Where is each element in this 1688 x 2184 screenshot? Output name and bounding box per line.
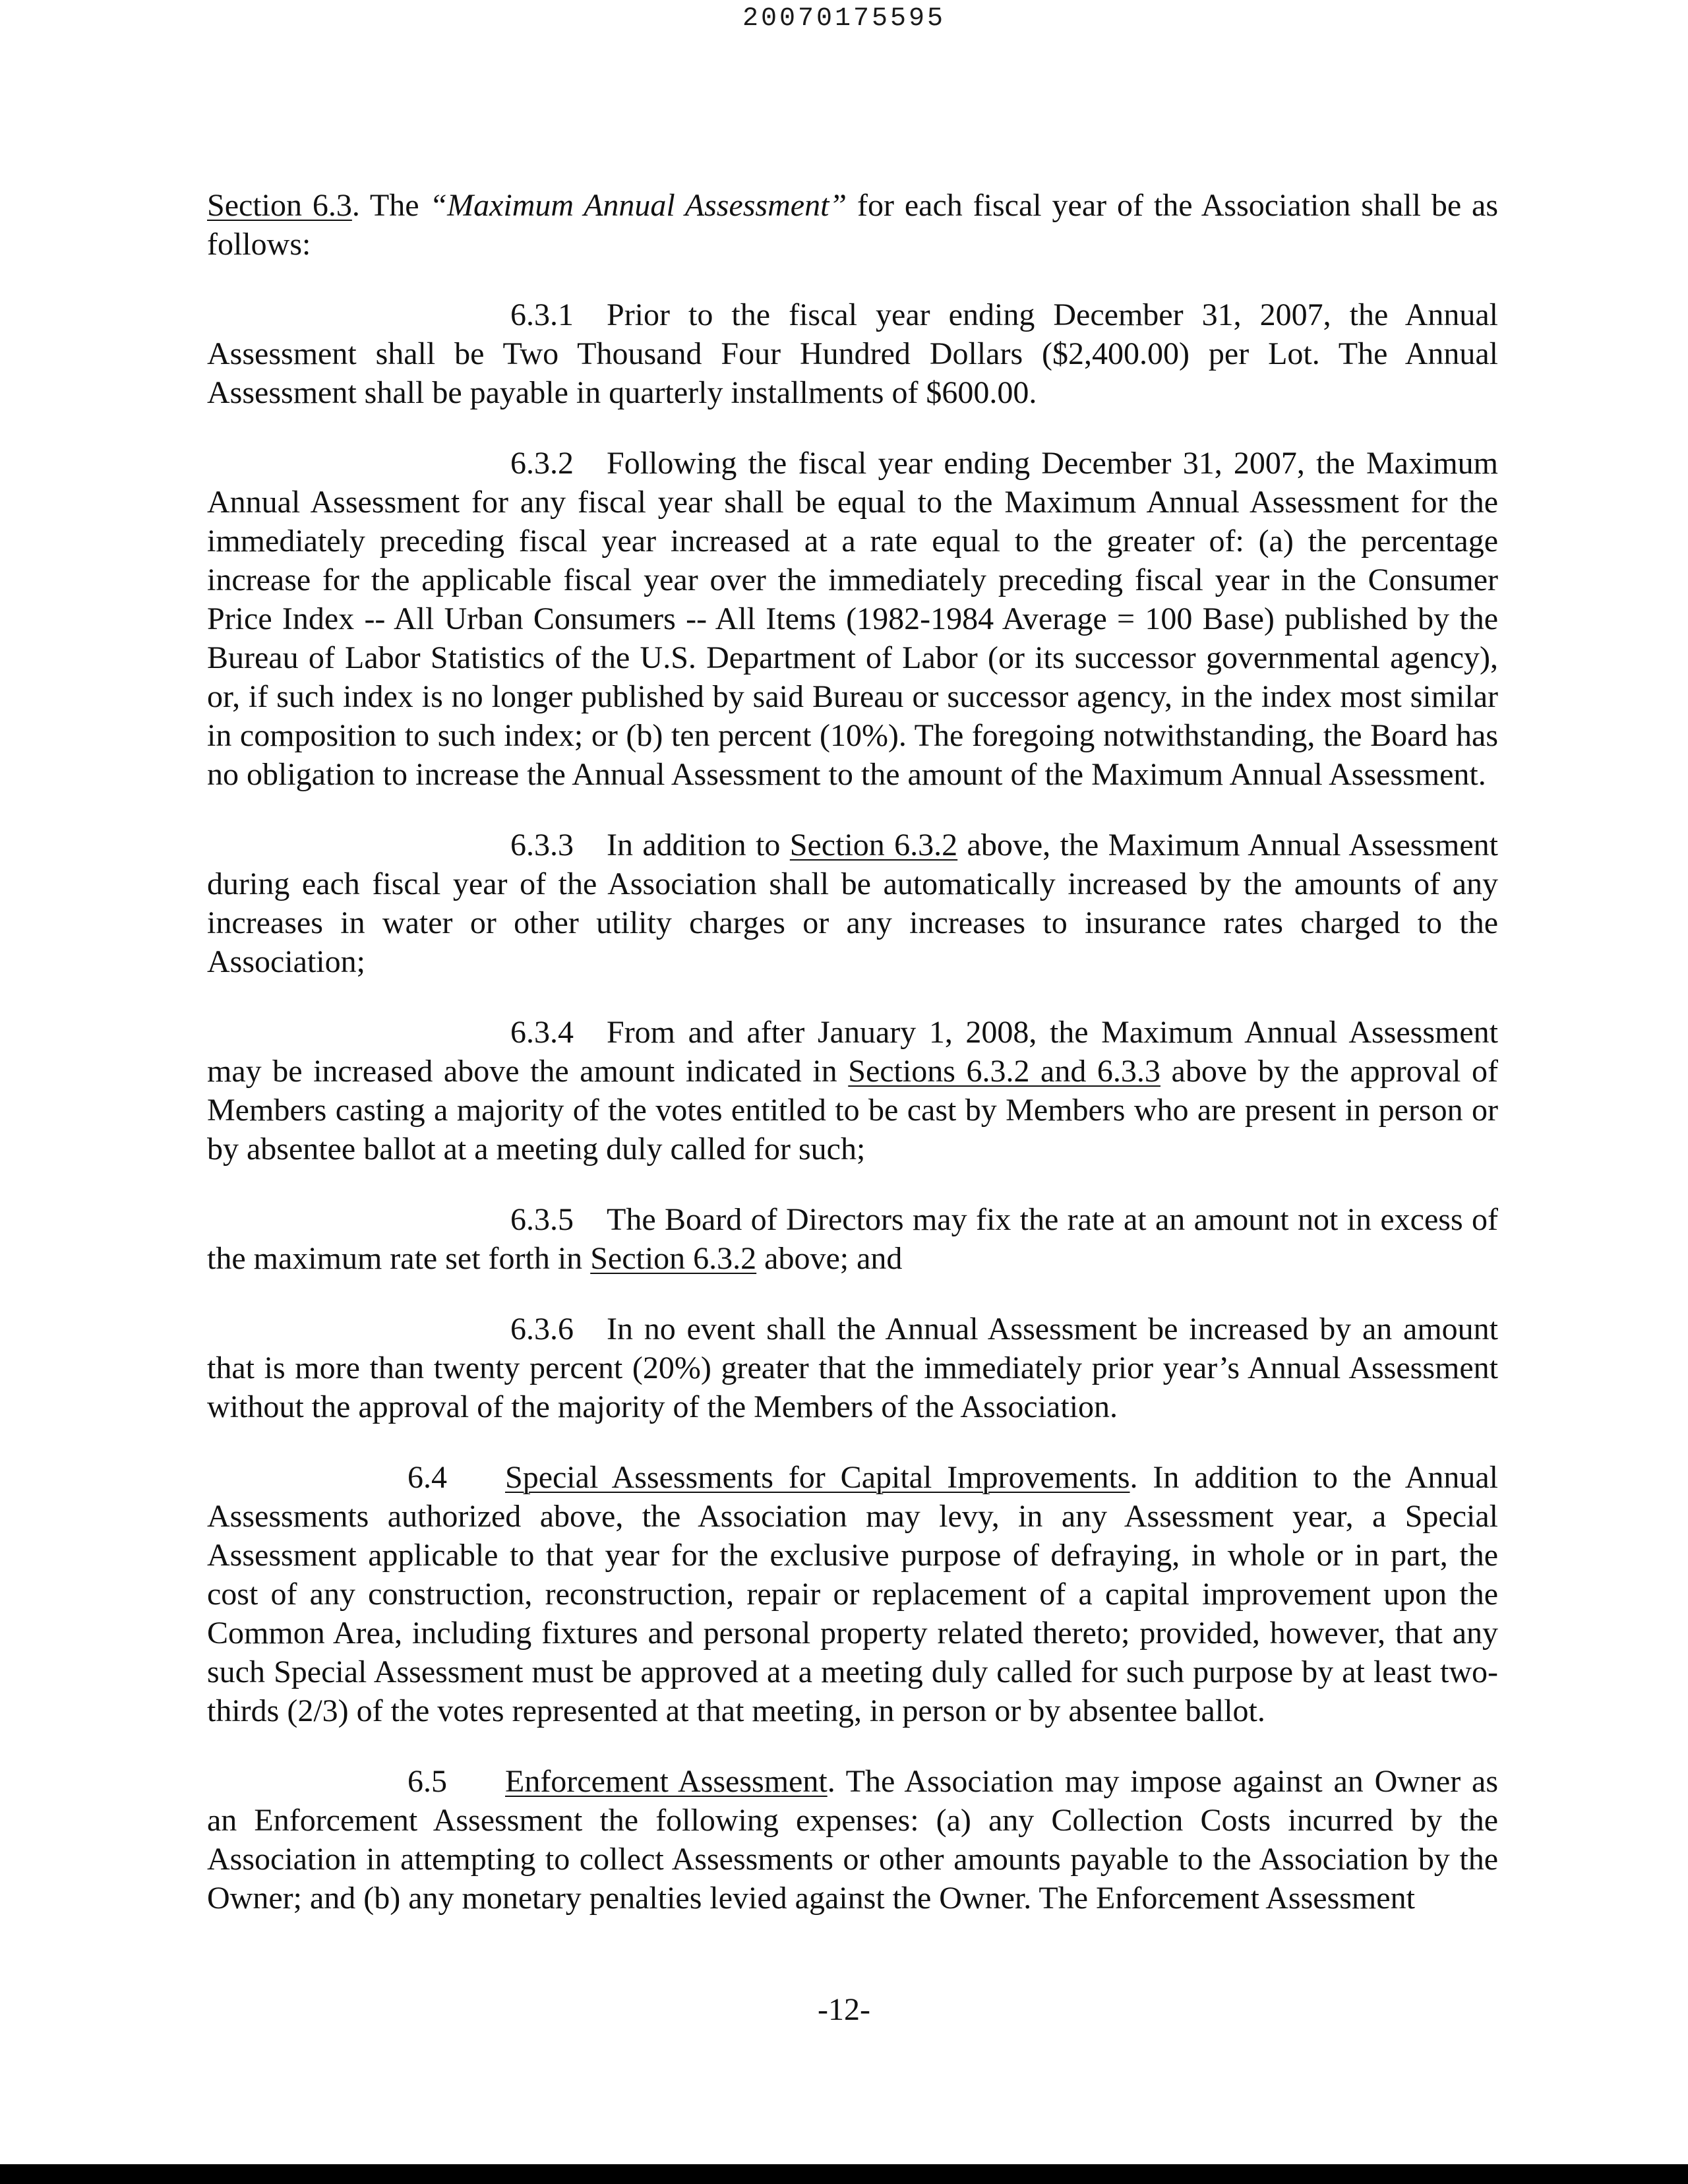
sections-ref: Sections 6.3.2 and 6.3.3 — [848, 1054, 1160, 1089]
section-heading: Special Assessments for Capital Improvements — [505, 1460, 1130, 1495]
section-6-3-1 — [207, 295, 1498, 412]
section-text-1: The Board of Directors may fix the rate at an amount not in excess of the maximum rate set forth in — [207, 1202, 1498, 1276]
scan-edge-bar — [0, 2164, 1688, 2184]
section-text-2: above, the Maximum Annual Assessment during each fiscal year of the Association shall be automatically increased by the amounts of any increases in water or other utility charges or any increases to insurance rates charged to the Association; — [207, 828, 1499, 979]
maximum-annual-assessment-term: “Maximum Annual Assessment” — [429, 188, 847, 223]
section-number: 6.5 — [407, 1764, 447, 1799]
section-6-3-3 — [207, 826, 1498, 981]
section-6-3-intro — [207, 186, 1498, 264]
section-6-3-4 — [207, 1013, 1498, 1168]
section-number: 6.3.3 — [510, 828, 574, 863]
section-number: 6.3.4 — [510, 1015, 574, 1050]
section-6-3-ref: Section 6.3 — [207, 188, 352, 223]
section-number: 6.3.2 — [510, 446, 574, 481]
section-6-4 — [207, 1458, 1498, 1730]
section-6-3-6 — [207, 1310, 1498, 1426]
section-6-3-2-ref: Section 6.3.2 — [789, 828, 958, 863]
section-heading: Enforcement Assessment — [505, 1764, 828, 1799]
section-text: Following the fiscal year ending December 31, 2007, the Maximum Annual Assessment for any fiscal year shall be equal to the Maximum Annual Assessment for the immediately preceding fiscal year increased at a rate equal to the greater of: (a) the percentage increase for the applicable fiscal year over the immediately preceding fiscal year in the Consumer Price Index -- All Urban Consumers -- All Items (1982-1984 Average = 100 Base) published by the Bureau of Labor Statistics of the U.S. Department of Labor (or its successor governmental agency), or, if such index is no longer published by said Bureau or successor agency, in the index most similar in composition to such index; or (b) ten percent (10%). The foregoing notwithstanding, the Board has no obligation to increase the Annual Assessment to the amount of the Maximum Annual Assessment. — [207, 446, 1498, 792]
section-6-3-2 — [207, 444, 1498, 794]
section-text: Prior to the fiscal year ending December 31, 2007, the Annual Assessment shall be Two Thousand Four Hundred Dollars ($2,400.00) per Lot. The Annual Assessment shall be payable in quarterly installments of $600.00. — [207, 297, 1498, 410]
section-text: In no event shall the Annual Assessment be increased by an amount that is more than twenty percent (20%) greater that the immediately prior year’s Annual Assessment without the approval of the majority of the Members of the Association. — [207, 1312, 1498, 1424]
section-6-3-text-1: . The — [351, 188, 430, 223]
section-number: 6.3.5 — [510, 1202, 574, 1237]
section-number: 6.4 — [407, 1460, 447, 1495]
section-6-3-2-ref: Section 6.3.2 — [590, 1241, 757, 1276]
section-text-2: above; and — [756, 1241, 903, 1276]
section-6-5 — [207, 1762, 1498, 1918]
page-number: -12- — [818, 1992, 870, 2027]
section-text: . The Association may impose against an Owner as an Enforcement Assessment the following expenses: (a) any Collection Costs incurred by the Association in attempting to collect Assessments or other amounts payable to the Association by the Owner; and (b) any monetary penalties levied against the Owner. The Enforcement Assessment — [207, 1764, 1499, 1916]
section-6-3-5 — [207, 1200, 1498, 1278]
section-text-2: above by the approval of Members casting a majority of the votes entitled to be cast by Members who are present in person or by absentee ballot at a meeting duly called for such; — [207, 1054, 1498, 1167]
section-text: . In addition to the Annual Assessments authorized above, the Association may levy, in any Assessment year, a Special Assessment applicable to that year for the exclusive purpose of defraying, in whole or in part, the cost of any construction, reconstruction, repair or replacement of a capital improvement upon the Common Area, including fixtures and personal property related thereto; provided, however, that any such Special Assessment must be approved at a meeting duly called for such purpose by at least two-thirds (2/3) of the votes represented at that meeting, in person or by absentee ballot. — [207, 1460, 1498, 1728]
section-text-1: In addition to — [607, 828, 790, 863]
section-number: 6.3.1 — [510, 297, 574, 332]
section-6-3-text-2: for each fiscal year of the Association shall be as follows: — [207, 188, 1499, 262]
document-body — [207, 186, 1498, 1918]
section-text-1: From and after January 1, 2008, the Maximum Annual Assessment may be increased above the amount indicated in — [207, 1015, 1498, 1089]
section-number: 6.3.6 — [510, 1312, 574, 1347]
document-id-header: 20070175595 — [742, 4, 946, 34]
